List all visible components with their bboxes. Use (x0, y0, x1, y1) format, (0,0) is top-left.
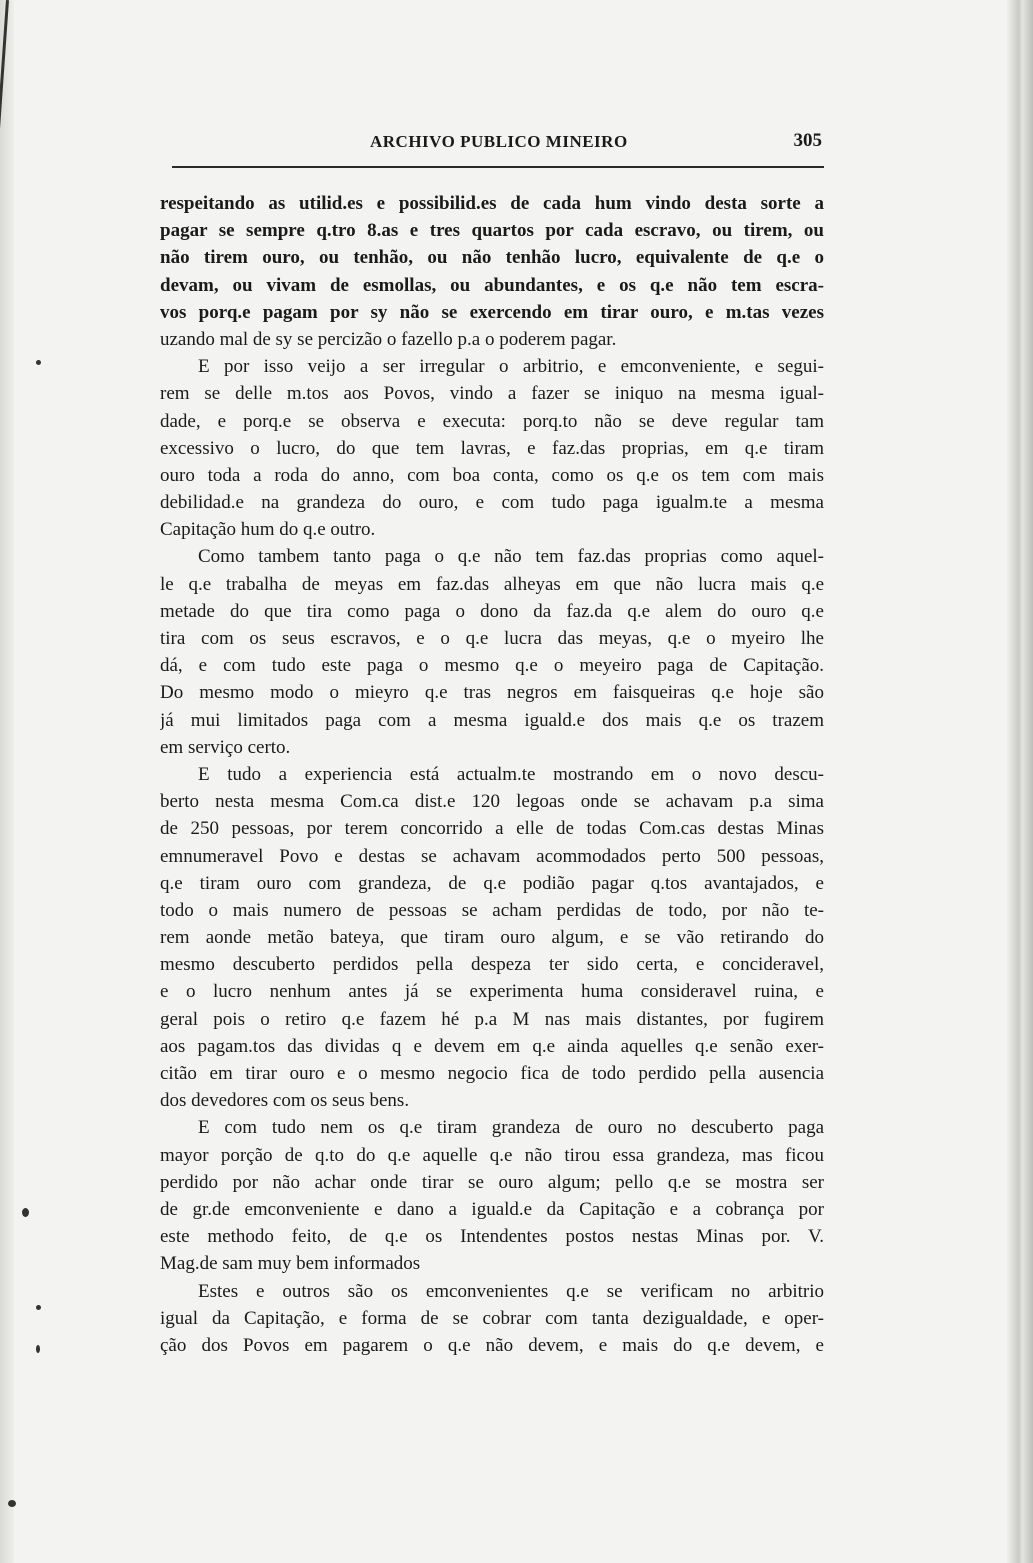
text-line: Capitação hum do q.e outro. (160, 519, 376, 541)
text-line: Do mesmo modo o mieyro q.e tras negros em faisqueiras q.e hoje são (160, 682, 824, 704)
speck (22, 1208, 29, 1217)
text-line: respeitando as utilid.es e possibilid.es de cada hum vindo desta sorte a (160, 193, 824, 214)
text-line: já mui limitados paga com a mesma iguald.e dos mais q.e os trazem (160, 709, 824, 731)
text-line: dá, e com tudo este paga o mesmo q.e o meyeiro paga de Capitação. (160, 655, 824, 677)
text-line: berto nesta mesma Com.ca dist.e 120 legoas onde se achavam p.a sima (160, 791, 824, 813)
text-line: debilidad.e na grandeza do ouro, e com tudo paga igualm.te a mesma (160, 492, 824, 514)
text-line: ouro toda a roda do anno, com boa conta, como os q.e os tem com mais (160, 464, 824, 486)
paragraph-start: E com tudo nem os q.e tiram grandeza de ouro no descuberto paga (198, 1117, 824, 1139)
text-line: de gr.de emconveniente e dano a iguald.e da Capitação e a cobrança por (160, 1198, 824, 1220)
header-rule (172, 166, 824, 168)
text-line: excessivo o lucro, do que tem lavras, e faz.das proprias, em q.e tiram (160, 437, 824, 459)
page-header (160, 132, 822, 160)
text-line: este methodo feito, de q.e os Intendentes postos nestas Minas por. V. (160, 1226, 824, 1248)
text-line: e o lucro nenhum antes já se experimenta huma consideravel ruina, e (160, 981, 824, 1003)
text-line: igual da Capitação, e forma de se cobrar com tanta dezigualdade, e oper- (160, 1307, 824, 1329)
page-right-edge (1007, 0, 1033, 1563)
text-line: Mag.de sam muy bem informados (160, 1253, 421, 1275)
text-line: ção dos Povos em pagarem o q.e não devem, e mais do q.e devem, e (160, 1334, 824, 1356)
text-line: pagar se sempre q.tro 8.as e tres quartos por cada escravo, ou tirem, ou (160, 220, 824, 242)
speck (36, 1305, 41, 1310)
text-line: emnumeravel Povo e destas se achavam acommodados perto 500 pessoas, (160, 845, 824, 867)
text-line: não tirem ouro, ou tenhão, ou não tenhão lucro, equivalente de q.e o (160, 247, 824, 269)
text-line: mayor porção de q.to do q.e aquelle q.e não tirou essa grandeza, mas ficou (160, 1144, 824, 1166)
text-line: le q.e trabalha de meyas em faz.das alheyas em que não lucra mais q.e (160, 573, 824, 595)
text-line: dade, e porq.e se observa e executa: porq.to não se deve regular tam (160, 410, 824, 432)
speck (8, 1500, 16, 1507)
paragraph-start: Estes e outros são os emconvenientes q.e se verificam no arbitrio (198, 1280, 824, 1302)
text-line: tira com os seus escravos, e o q.e lucra das meyas, q.e o myeiro lhe (160, 628, 824, 649)
text-line: aos pagam.tos das dividas q e devem em q.e ainda aquelles q.e senão exer- (160, 1035, 824, 1057)
text-line: todo o mais numero de pessoas se acham perdidas de todo, por não te- (160, 899, 824, 921)
text-line: de 250 pessoas, por terem concorrido a elle de todas Com.cas destas Minas (160, 818, 824, 840)
paragraph-start: E tudo a experiencia está actualm.te mostrando em o novo descu- (198, 763, 824, 785)
paragraph-start: E por isso veijo a ser irregular o arbitrio, e emconveniente, e segui- (198, 356, 824, 378)
page-left-shadow (0, 0, 14, 1563)
text-line: em serviço certo. (160, 736, 291, 758)
text-line: mesmo descuberto perdidos pella despeza ter sido certa, e concideravel, (160, 954, 824, 976)
text-line: perdido por não achar onde tirar se ouro algum; pello q.e se mostra ser (160, 1171, 824, 1193)
speck (36, 360, 41, 365)
page-number: 305 (793, 130, 822, 151)
text-line: devam, ou vivam de esmollas, ou abundantes, e os q.e não tem escra- (160, 274, 824, 296)
paragraph-start: Como tambem tanto paga o q.e não tem faz.das proprias como aquel- (198, 546, 824, 568)
speck (36, 1345, 40, 1353)
text-line: q.e tiram ouro com grandeza, de q.e podião pagar q.tos avantajados, e (160, 872, 824, 894)
text-line: metade do que tira como paga o dono da faz.da q.e alem do ouro q.e (160, 600, 824, 622)
text-line: uzando mal de sy se percizão o fazello p.a o poderem pagar. (160, 328, 617, 350)
running-title: ARCHIVO PUBLICO MINEIRO (370, 132, 628, 151)
text-line: geral pois o retiro q.e fazem hé p.a M nas mais distantes, por fugirem (160, 1008, 824, 1030)
text-line: vos porq.e pagam por sy não se exercendo em tirar ouro, e m.tas vezes (160, 301, 824, 323)
text-line: rem aonde metão bateya, que tiram ouro algum, e se vão retirando do (160, 927, 824, 949)
text-line: dos devedores com os seus bens. (160, 1090, 410, 1112)
body-text (160, 190, 824, 1359)
text-line: citão em tirar ouro e o mesmo negocio fica de todo perdido pella ausencia (160, 1063, 824, 1084)
text-line: rem se delle m.tos aos Povos, vindo a fazer se iniquo na mesma igual- (160, 383, 824, 405)
